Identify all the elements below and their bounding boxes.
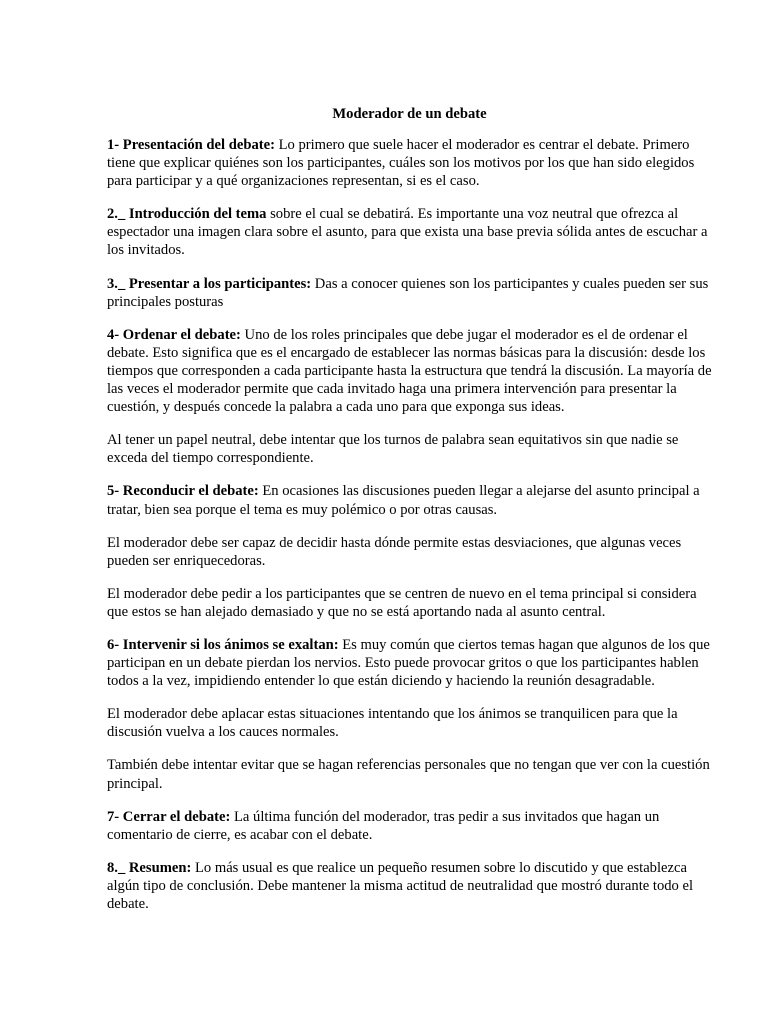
section-intervenir (107, 636, 716, 690)
section-text: Lo más usual es que realice un pequeño resumen sobre lo discutido y que establezca algún tipo de conclusión. Debe mantener la misma actitud de neutralidad que mostró durante todo el debate. (107, 859, 694, 912)
section-heading: 4- Ordenar el debate: (107, 326, 241, 343)
section-text: sobre el cual se debatirá. Es importante una voz neutral que ofrezca al espectador una imagen clara sobre el asunto, para que exista una base previa sólida antes de escuchar a los invitados. (107, 206, 708, 259)
section-ordenar (107, 326, 716, 416)
section-text: Das a conocer quienes son los participantes y cuales pueden ser sus principales posturas (107, 275, 709, 310)
section-introduccion (107, 205, 716, 259)
section-text: Es muy común que ciertos temas hagan que algunos de los que participan en un debate pierdan los nervios. Esto puede provocar gritos o que los participantes hablen todos a la vez, impidiendo entender lo que están diciendo y haciendo la reunión desagradable. (107, 636, 710, 690)
section-heading: 6- Intervenir si los ánimos se exaltan: (107, 636, 339, 653)
paragraph-referencias-personales (107, 756, 716, 792)
section-heading: 7- Cerrar el debate: (107, 808, 231, 825)
document-title: Moderador de un debate (332, 106, 487, 122)
paragraph-papel-neutral (107, 431, 716, 467)
paragraph-text: Al tener un papel neutral, debe intentar que los turnos de palabra sean equitativos sin que nadie se exceda del tiempo correspondiente. (107, 432, 679, 467)
section-cerrar (107, 808, 716, 844)
section-heading: 1- Presentación del debate: (107, 137, 275, 153)
paragraph-text: El moderador debe aplacar estas situaciones intentando que los ánimos se tranquilicen para que la discusión vuelva a los cauces normales. (107, 706, 678, 741)
paragraph-text: El moderador debe ser capaz de decidir hasta dónde permite estas desviaciones, que algunas veces pueden ser enriquecedoras. (107, 534, 682, 569)
paragraph-centrar-tema (107, 585, 716, 621)
paragraph-aplacar (107, 705, 716, 741)
paragraph-desviaciones (107, 534, 716, 570)
section-text: En ocasiones las discusiones pueden llegar a alejarse del asunto principal a tratar, bien sea porque el tema es muy polémico o por otras causas. (107, 483, 700, 518)
section-resumen (107, 859, 716, 913)
paragraph-text: También debe intentar evitar que se hagan referencias personales que no tengan que ver con la cuestión principal. (107, 757, 710, 792)
section-heading: 2._ Introducción del tema (107, 206, 267, 223)
section-text: La última función del moderador, tras pedir a sus invitados que hagan un comentario de cierre, es acabar con el debate. (107, 808, 660, 843)
section-heading: 5- Reconducir el debate: (107, 483, 259, 500)
section-heading: 3._ Presentar a los participantes: (107, 275, 312, 292)
section-presentacion (107, 136, 716, 190)
paragraph-text: El moderador debe pedir a los participantes que se centren de nuevo en el tema principal si considera que estos se han alejado demasiado y que no se está aportando nada al asunto central. (107, 585, 697, 620)
section-presentar-participantes (107, 275, 716, 311)
section-text: Lo primero que suele hacer el moderador es centrar el debate. Primero tiene que explicar quiénes son los participantes, cuáles son los motivos por los que han sido elegidos para participar y a qué organizaciones representan, si es el caso. (107, 137, 695, 190)
section-text: Uno de los roles principales que debe jugar el moderador es el de ordenar el debate. Esto significa que es el encargado de establecer las normas básicas para la discusión: desde los tiempos que corresponden a cada participante hasta la estructura que tendrá la discusión. La mayoría de las veces el moderador permite que cada invitado haga una primera intervención para presentar la cuestión, y después concede la palabra a cada uno para que exponga sus ideas. (107, 326, 712, 416)
section-heading: 8._ Resumen: (107, 859, 192, 876)
section-reconducir (107, 482, 716, 518)
